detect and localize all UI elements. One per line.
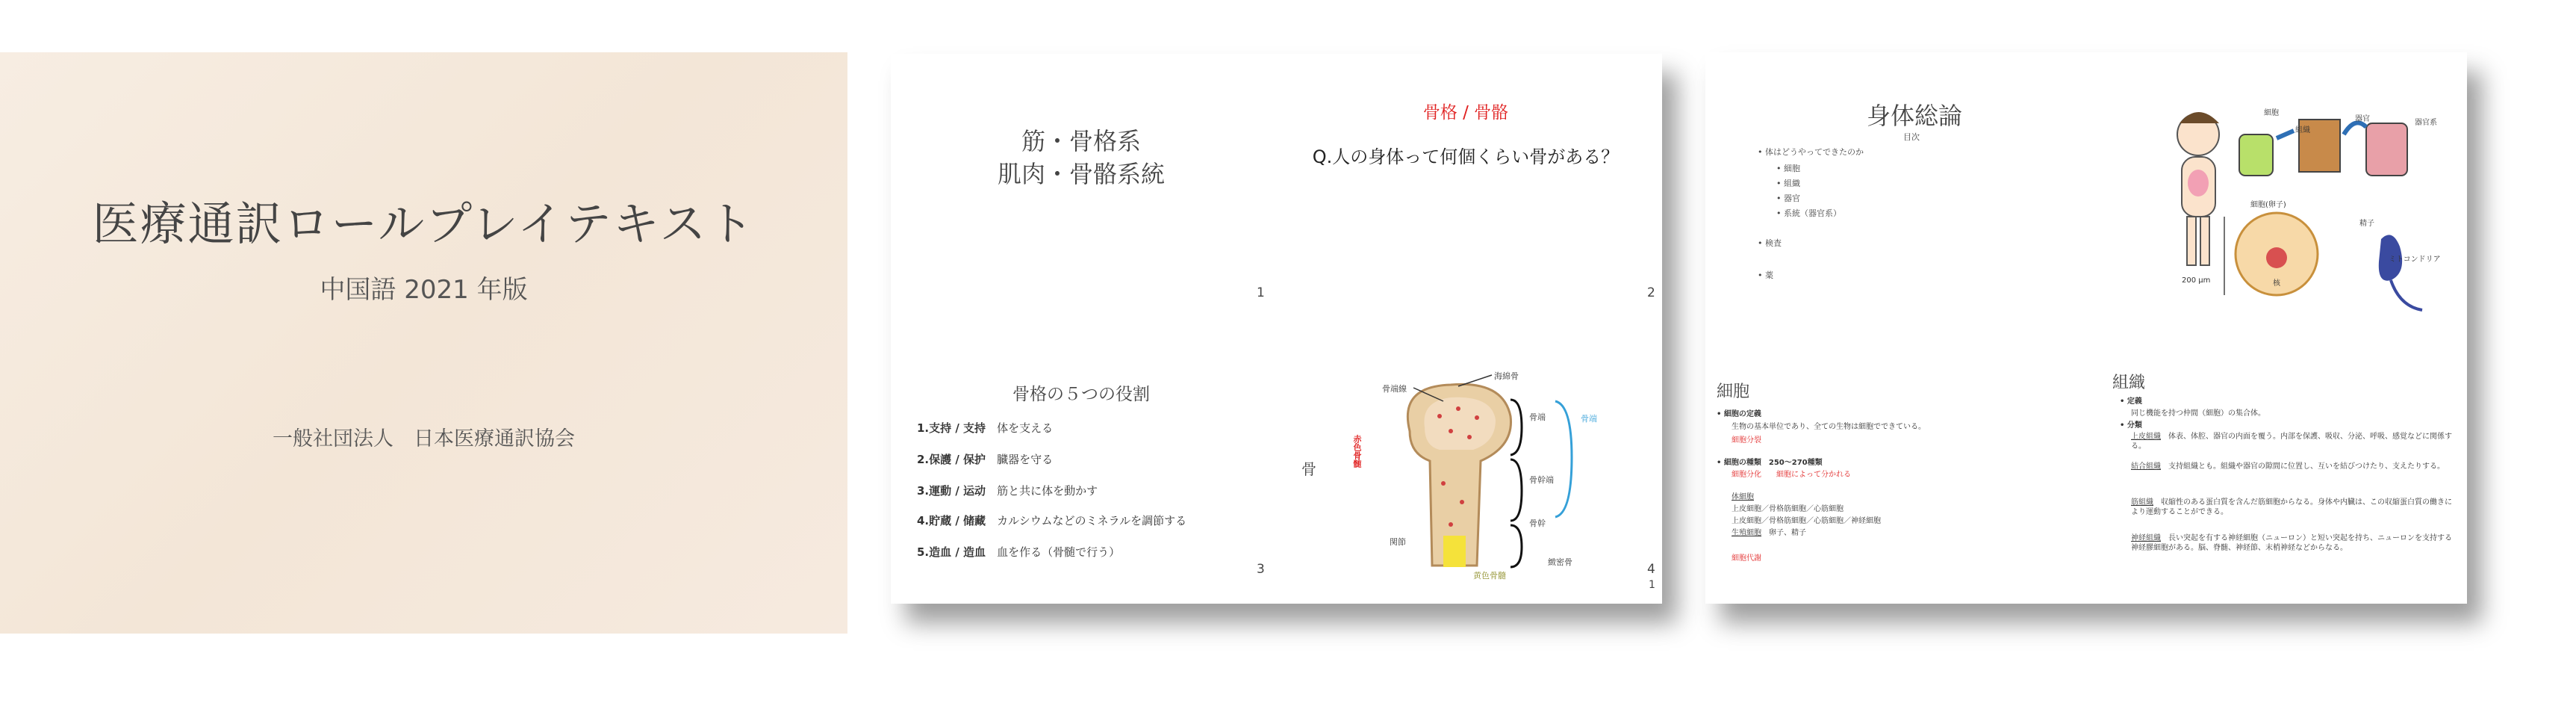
cell-tag: 精子 (2359, 220, 2374, 228)
sheet-number: 1 (1649, 579, 1655, 591)
bone-label: 骨端 (1529, 412, 1546, 422)
cover-page (0, 52, 847, 634)
section-heading: • 分類 (2120, 421, 2142, 430)
page-number: 3 (1257, 562, 1265, 577)
page-number: 4 (1647, 562, 1655, 577)
cover-organization: 一般社団法人 日本医療通訳協会 (273, 427, 575, 451)
cell-tag: 細胞 (2264, 109, 2279, 117)
body-text: 生物の基本単位であり、全ての生物は細胞でできている。 (1732, 423, 1926, 431)
body-text: 上皮細胞／骨格筋細胞／心筋細胞／神経細胞 (1732, 517, 1881, 525)
bone-label: 黄色骨髓 (1473, 571, 1506, 581)
page-number: 1 (1257, 285, 1265, 300)
toc-item: • 検査 (1758, 238, 1782, 248)
slide-question: Q.人の身体って何個くらい骨がある？ (1312, 146, 1620, 167)
role-item: 2.保護 / 保护 臓器を守る (917, 453, 1054, 466)
bone-label: 赤色骨髄 (1352, 435, 1362, 468)
cell-tag: 器官 (2355, 115, 2370, 123)
slide-title: 細胞 (1717, 383, 1750, 401)
sub-heading: 体細胞 (1732, 493, 1754, 501)
toc-subitem: • 系統（器官系） (1776, 208, 1841, 218)
bone-label: 骨幹 (1529, 518, 1546, 528)
slide-title-line2: 肌肉・骨骼系統 (997, 160, 1165, 188)
slide-heading: 骨格 / 骨骼 (1422, 103, 1509, 123)
toc-item: • 薬 (1758, 270, 1773, 280)
bone-label: 海綿骨 (1494, 371, 1519, 381)
body-text: 細胞分化 細胞によって分かれる (1732, 471, 1851, 479)
slide-heading: 骨格の５つの役割 (1012, 385, 1150, 404)
bone-label: 骨 (1301, 460, 1316, 478)
handout-sheet-1 (891, 54, 1662, 604)
list-item: 上皮組織 体表、体腔、器官の内面を覆う。内部を保護、吸収、分泌、呼吸、感覚などに関係する。 (2131, 433, 2452, 451)
role-item: 4.貯蔵 / 储藏 カルシウムなどのミネラルを調節する (917, 514, 1187, 527)
cover-title: 医療通訳ロールプレイテキスト (92, 196, 756, 251)
bone-label: 関節 (1390, 537, 1406, 547)
cell-tag: ミトコンドリア (2389, 256, 2441, 264)
bone-label: 骨端線 (1382, 384, 1407, 394)
list-item: 筋組織 収縮性のある蛋白質を含んだ筋細胞からなる。身体や内臓は、この収縮蛋白質の働きにより運動することができる。 (2131, 498, 2452, 516)
role-item: 1.支持 / 支持 体を支える (917, 421, 1054, 435)
section-heading: • 定義 (2120, 397, 2142, 406)
toc-subitem: • 細胞 (1776, 164, 1800, 173)
role-item: 5.造血 / 造血 血を作る（骨髄で行う） (917, 545, 1121, 559)
slide-title (943, 125, 1219, 191)
cell-size: 200 μm (2182, 276, 2211, 285)
slide-title: 組織 (2112, 374, 2146, 392)
bone-diagram (1369, 371, 1615, 595)
page-number: 2 (1647, 285, 1655, 300)
cell-tag: 器官系 (2415, 119, 2437, 127)
cell-tag: 核 (2273, 279, 2280, 288)
bone-label: 骨幹端 (1529, 475, 1554, 485)
body-text: 上皮細胞／骨格筋細胞／心筋細胞 (1732, 505, 1844, 513)
handout-sheet-2 (1705, 52, 2467, 604)
bone-label: 骨端 (1581, 414, 1597, 424)
list-item: 結合組織 支持組織とも。組織や器官の隙間に位置し、互いを結びつけたり、支えたりする。 (2131, 462, 2445, 471)
section-heading: • 細胞の定義 (1717, 410, 1761, 418)
cell-tag: 組織 (2295, 126, 2310, 134)
body-text: 生殖細胞 卵子、精子 (1732, 529, 1806, 537)
section-heading: • 細胞の種類 250～270種類 (1717, 459, 1823, 467)
toc-subitem: • 組織 (1776, 179, 1800, 188)
body-text: 細胞代謝 (1732, 554, 1761, 563)
body-text: 細胞分裂 (1732, 436, 1761, 445)
bone-label: 緻密骨 (1548, 557, 1572, 567)
list-item: 神経組織 長い突起を有する神経細胞（ニューロン）と短い突起を持ち、ニューロンを支持する神経膠細胞がある。脳、脊髄、神経節、末梢神経などからなる。 (2131, 534, 2452, 552)
toc-subitem: • 器官 (1776, 194, 1800, 203)
slide-title: 身体総論 (1866, 102, 1962, 130)
slide-title-line1: 筋・骨格系 (1021, 127, 1141, 155)
cell-illustration (2153, 93, 2467, 340)
cover-subtitle: 中国語 2021 年版 (320, 275, 528, 305)
role-item: 3.運動 / 运动 筋と共に体を動かす (917, 484, 1098, 498)
cell-tag: 細胞(卵子) (2250, 201, 2286, 209)
toc-item: • 体はどうやってできたのか (1758, 147, 1864, 157)
toc-label: 目次 (1903, 132, 1920, 142)
body-text: 同じ機能を持つ仲間（細胞）の集合体。 (2131, 409, 2265, 418)
